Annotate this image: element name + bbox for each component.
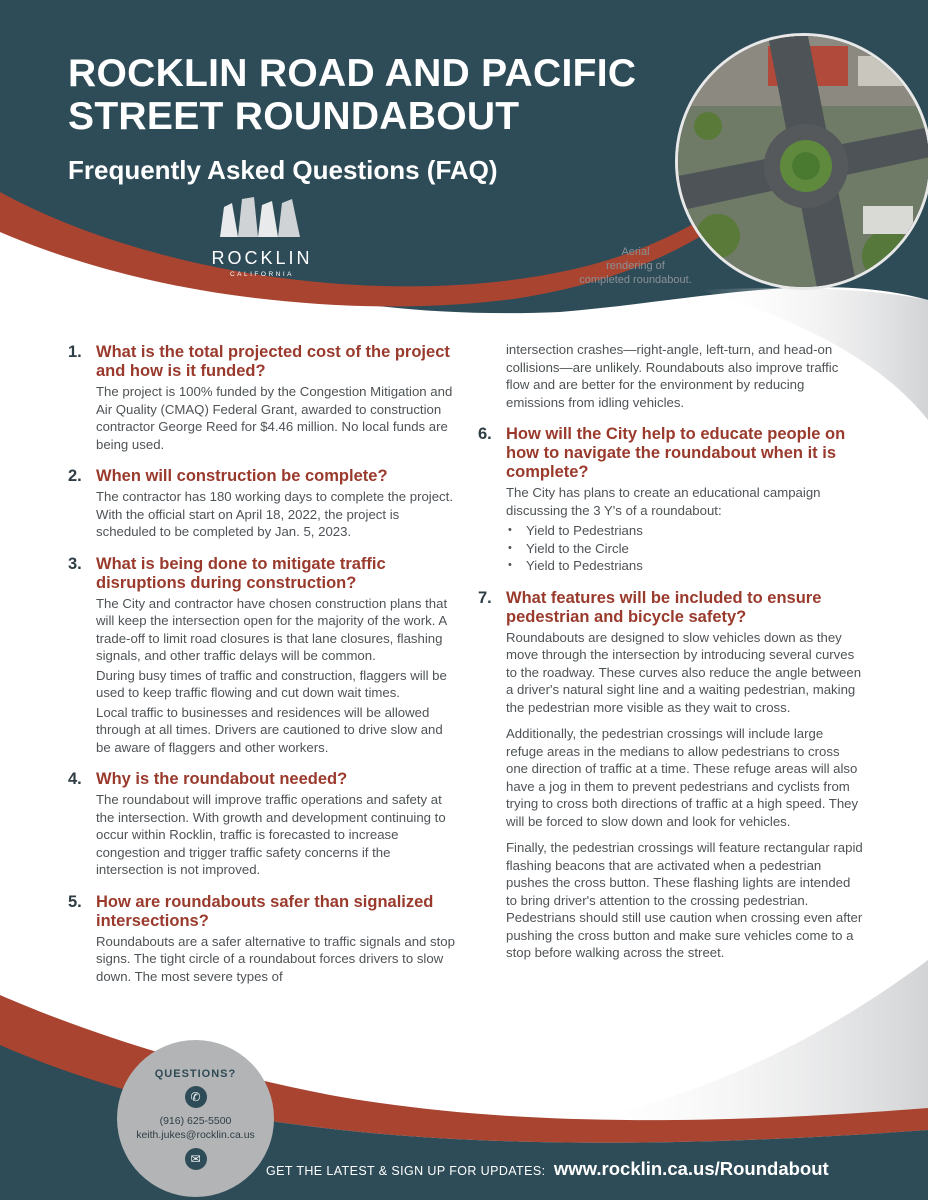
- faq-item-4: [68, 770, 458, 879]
- faq-question-text: What features will be included to ensure pedestrian and bicycle safety?: [506, 588, 822, 626]
- aerial-rendering-image: [675, 33, 928, 290]
- rocklin-logo-mark: [216, 197, 308, 237]
- contact-title: QUESTIONS?: [154, 1068, 237, 1080]
- faq-answer: The City has plans to create an educational campaign discussing the 3 Y's of a roundabout:: [506, 485, 821, 518]
- faq-question: [68, 343, 458, 381]
- faq-item-3: [68, 555, 458, 757]
- three-ys-list: [506, 522, 863, 575]
- faq-item-1: [68, 343, 458, 453]
- contact-circle: [117, 1040, 274, 1197]
- logo-wordmark: ROCKLIN: [211, 248, 313, 268]
- footer-lead-text: GET THE LATEST & SIGN UP FOR UPDATES:: [266, 1164, 546, 1178]
- faq-answer: Additionally, the pedestrian crossings will include large refuge areas in the medians to allow pedestrians to cross one direction of traffic at a time. These refuge areas will also have a jog in them to prevent pedestrians and cyclists from trying to cross both directions of traffic at a high speed. They will be forced to slow down and look for vehicles.: [506, 726, 859, 829]
- faq-question-text: How are roundabouts safer than signalized intersections?: [96, 892, 434, 930]
- contact-phone[interactable]: (916) 625-5500: [159, 1115, 232, 1127]
- faq-answer: The City and contractor have chosen construction plans that will keep the intersection open for the majority of the work. A trade-off to limit road closures is that lane closures, flashing signals, and other traffic delays will be common.: [96, 595, 448, 663]
- faq-question: [68, 893, 458, 931]
- faq-number: 1.: [68, 343, 82, 361]
- faq-answer: Roundabouts are designed to slow vehicles down as they move through the intersection by introducing several curves to the roadway. These curves also reduce the angle between a driver's natural sight line and a waiting pedestrian, making the pedestrian more visible as they wait to cross.: [506, 629, 862, 715]
- faq-item-7: [478, 589, 863, 962]
- phone-icon: ✆: [185, 1086, 207, 1108]
- faq-answer: Local traffic to businesses and residences will be allowed through at all times. Drivers are cautioned to drive slow and be aware of flaggers and other workers.: [96, 704, 443, 755]
- caption-line: Aerial: [621, 246, 650, 258]
- faq-answer: intersection crashes—right-angle, left-turn, and head-on collisions—are unlikely. Roundabouts also improve traffic flow and are better for the environment by reducing emissions from idling vehicles.: [506, 342, 839, 410]
- roundabout-illustration: [678, 36, 928, 290]
- logo-subtext: CALIFORNIA: [229, 271, 294, 278]
- faq-column-left: [68, 343, 458, 999]
- envelope-icon: ✉: [185, 1148, 207, 1170]
- caption-line: rendering of: [606, 260, 665, 272]
- rocklin-logo: [206, 197, 318, 278]
- page-title: ROCKLIN ROAD AND PACIFIC STREET ROUNDABOUT: [68, 52, 637, 138]
- faq-answer: Finally, the pedestrian crossings will feature rectangular rapid flashing beacons that are activated when a pedestrian pushes the cross button. These flashing lights are intended to bring driver's attention to the crossing pedestrian. Pedestrians should still use caution when crossing even after pushing the cross button and make sure vehicles come to a stop before walking across the street.: [506, 840, 863, 960]
- faq-number: 2.: [68, 467, 82, 485]
- faq-question: [68, 555, 458, 593]
- faq-item-6: [478, 425, 863, 575]
- faq-number: 3.: [68, 554, 82, 573]
- faq-item-5: [68, 893, 458, 986]
- faq-answer: Roundabouts are a safer alternative to traffic signals and stop signs. The tight circle of a roundabout forces drivers to slow down. The most severe types of: [96, 933, 455, 984]
- faq-number: 7.: [478, 588, 492, 607]
- caption-line: completed roundabout.: [579, 274, 692, 286]
- faq-column-right: [478, 341, 863, 976]
- aerial-caption: [563, 245, 708, 287]
- faq-answer: During busy times of traffic and construction, flaggers will be used to keep traffic flowing and cut down wait times.: [96, 667, 447, 700]
- footer: [266, 1158, 829, 1180]
- faq-answer: The roundabout will improve traffic operations and safety at the intersection. With growth and development continuing to occur within Rocklin, traffic is forecasted to increase congestion and trigger traffic safety concerns if the intersection is not improved.: [96, 792, 446, 877]
- list-item: • Yield to Pedestrians: [506, 522, 863, 540]
- faq-question-text: What is the total projected cost of the project and how is it funded?: [96, 343, 450, 380]
- footer-url-link[interactable]: www.rocklin.ca.us/Roundabout: [553, 1158, 829, 1179]
- faq-number: 5.: [68, 892, 82, 911]
- faq-item-2: [68, 467, 458, 541]
- faq-question: [68, 770, 458, 789]
- faq-question-text: When will construction be complete?: [96, 467, 388, 485]
- faq-answer: The contractor has 180 working days to complete the project. With the official start on April 18, 2022, the project is scheduled to be completed by Jan. 5, 2023.: [96, 489, 453, 539]
- list-item: • Yield to the Circle: [506, 540, 863, 558]
- faq-number: 4.: [68, 770, 82, 788]
- faq-question: [478, 589, 863, 627]
- faq-question-text: Why is the roundabout needed?: [96, 770, 348, 788]
- list-item: • Yield to Pedestrians: [506, 557, 863, 575]
- contact-email[interactable]: keith.jukes@rocklin.ca.us: [136, 1129, 255, 1141]
- faq-item-5-continued: [478, 341, 863, 411]
- faq-question: [68, 467, 458, 486]
- faq-number: 6.: [478, 425, 492, 443]
- faq-question-text: What is being done to mitigate traffic disruptions during construction?: [96, 554, 386, 592]
- faq-question: [478, 425, 863, 482]
- faq-question-text: How will the City help to educate people on how to navigate the roundabout when it is complete?: [506, 425, 846, 481]
- page-subtitle: Frequently Asked Questions (FAQ): [68, 155, 498, 185]
- faq-answer: The project is 100% funded by the Congestion Mitigation and Air Quality (CMAQ) Federal Grant, awarded to construction contractor George Reed for $4.46 million. No local funds are being used.: [96, 384, 453, 452]
